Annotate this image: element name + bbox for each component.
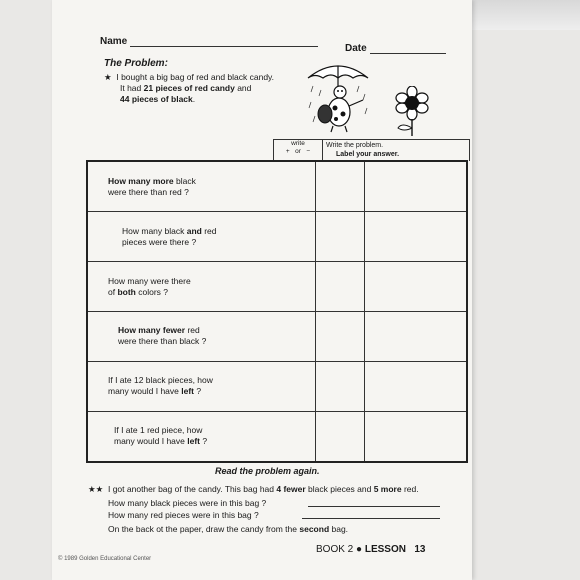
back-text-a: On the back ot the paper, draw the candy from the [108, 524, 300, 534]
bullet-icon: ● [356, 544, 363, 555]
question-cell [87, 212, 316, 262]
question-2-line2: pieces were there ? [122, 236, 197, 247]
question-6-line2c: ? [199, 436, 208, 447]
problem-answer-cell[interactable] [365, 161, 468, 212]
bonus-line-1c: black pieces and [305, 484, 374, 494]
question-4-bold: How many fewer [118, 325, 186, 336]
bonus-q1-answer-line[interactable] [308, 506, 440, 507]
problem-title: The Problem: [104, 58, 168, 69]
sign-answer-cell[interactable] [316, 411, 365, 462]
problem-answer-cell[interactable] [365, 262, 468, 312]
plus-label: + [285, 148, 290, 155]
bonus-problem [88, 484, 473, 495]
double-star-icon: ★★ [88, 484, 104, 494]
read-again-text: Read the problem again. [215, 466, 320, 476]
problem-line-3a: 44 pieces of black [120, 94, 193, 104]
question-cell [87, 161, 316, 212]
back-text-b: second [299, 524, 330, 534]
sign-answer-cell[interactable] [316, 361, 365, 411]
problem-answer-cell[interactable] [365, 311, 468, 361]
problem-answer-cell[interactable] [365, 411, 468, 462]
name-label: Name [100, 36, 128, 47]
write-label: write [291, 140, 305, 147]
table-row [87, 262, 467, 312]
sign-answer-cell[interactable] [316, 212, 365, 262]
book-label: BOOK 2 [316, 544, 354, 555]
back-text-c: bag. [329, 524, 349, 534]
problem-answer-cell[interactable] [365, 361, 468, 411]
question-5-line2c: ? [193, 386, 202, 397]
write-sign-header [274, 140, 323, 161]
star-icon: ★ [104, 72, 112, 82]
date-line [370, 53, 446, 54]
bonus-line-1d: 5 more [373, 484, 402, 494]
date-label: Date [345, 43, 367, 54]
write-problem-header [326, 141, 399, 159]
question-table [86, 160, 468, 463]
table-row [87, 311, 467, 361]
question-2-bold: and [186, 225, 202, 236]
flower-icon [392, 86, 432, 136]
question-cell [87, 311, 316, 361]
question-2-post: red [201, 225, 217, 236]
bonus-q1: How many black pieces were in this bag ? [108, 498, 267, 508]
minus-label: − [306, 148, 311, 155]
ladybug-umbrella-icon [303, 56, 373, 136]
question-4-post: red [185, 325, 200, 336]
question-1-line2: were there than red ? [108, 186, 189, 197]
question-4-line2: were there than black ? [118, 336, 207, 347]
table-row [87, 161, 467, 212]
sign-answer-cell[interactable] [316, 311, 365, 361]
lesson-number: 13 [414, 544, 426, 555]
question-5-line2a: many would I have [108, 386, 182, 397]
write-problem-label: Write the problem. [326, 142, 384, 149]
question-6-line1: If I ate 1 red piece, how [114, 425, 203, 436]
bonus-line-1a: I got another bag of the candy. This bag had [107, 484, 277, 494]
table-row [87, 411, 467, 462]
question-cell [87, 262, 316, 312]
book-lesson-footer [316, 544, 425, 555]
label-answer-label: Label your answer. [336, 151, 400, 158]
question-cell [87, 361, 316, 411]
question-3-line2c: colors ? [135, 286, 168, 297]
question-2-pre: How many black [122, 225, 187, 236]
bonus-q2: How many red pieces were in this bag ? [108, 510, 259, 520]
table-row [87, 212, 467, 262]
question-1-post: black [173, 175, 196, 186]
question-3-line2a: of [108, 286, 118, 297]
or-label: or [295, 148, 301, 155]
name-line [130, 46, 318, 47]
bonus-line-1b: 4 fewer [276, 484, 306, 494]
problem-line-2b: 21 pieces of red candy [143, 83, 235, 93]
lesson-label: LESSON [364, 544, 406, 555]
problem-answer-cell[interactable] [365, 212, 468, 262]
question-cell [87, 411, 316, 462]
question-5-line2b: left [181, 386, 194, 397]
question-6-line2a: many would I have [114, 436, 188, 447]
question-5-line1: If I ate 12 black pieces, how [108, 375, 213, 386]
bonus-q2-answer-line[interactable] [302, 518, 440, 519]
problem-line-2a: It had [120, 83, 144, 93]
sign-answer-cell[interactable] [316, 161, 365, 212]
sign-answer-cell[interactable] [316, 262, 365, 312]
question-6-line2b: left [187, 436, 200, 447]
problem-line-3b: . [192, 94, 196, 104]
problem-text [104, 72, 314, 105]
question-1-bold: How many more [108, 175, 174, 186]
table-row [87, 361, 467, 411]
back-instruction [108, 524, 348, 535]
copyright-text: © 1989 Golden Educational Center [58, 556, 152, 562]
question-3-line1: How many were there [108, 275, 191, 286]
table-header [273, 139, 470, 161]
bonus-line-1e: red. [401, 484, 419, 494]
question-3-line2b: both [117, 286, 136, 297]
problem-line-1: I bought a big bag of red and black candy. [116, 72, 275, 82]
problem-line-2c: and [234, 83, 252, 93]
